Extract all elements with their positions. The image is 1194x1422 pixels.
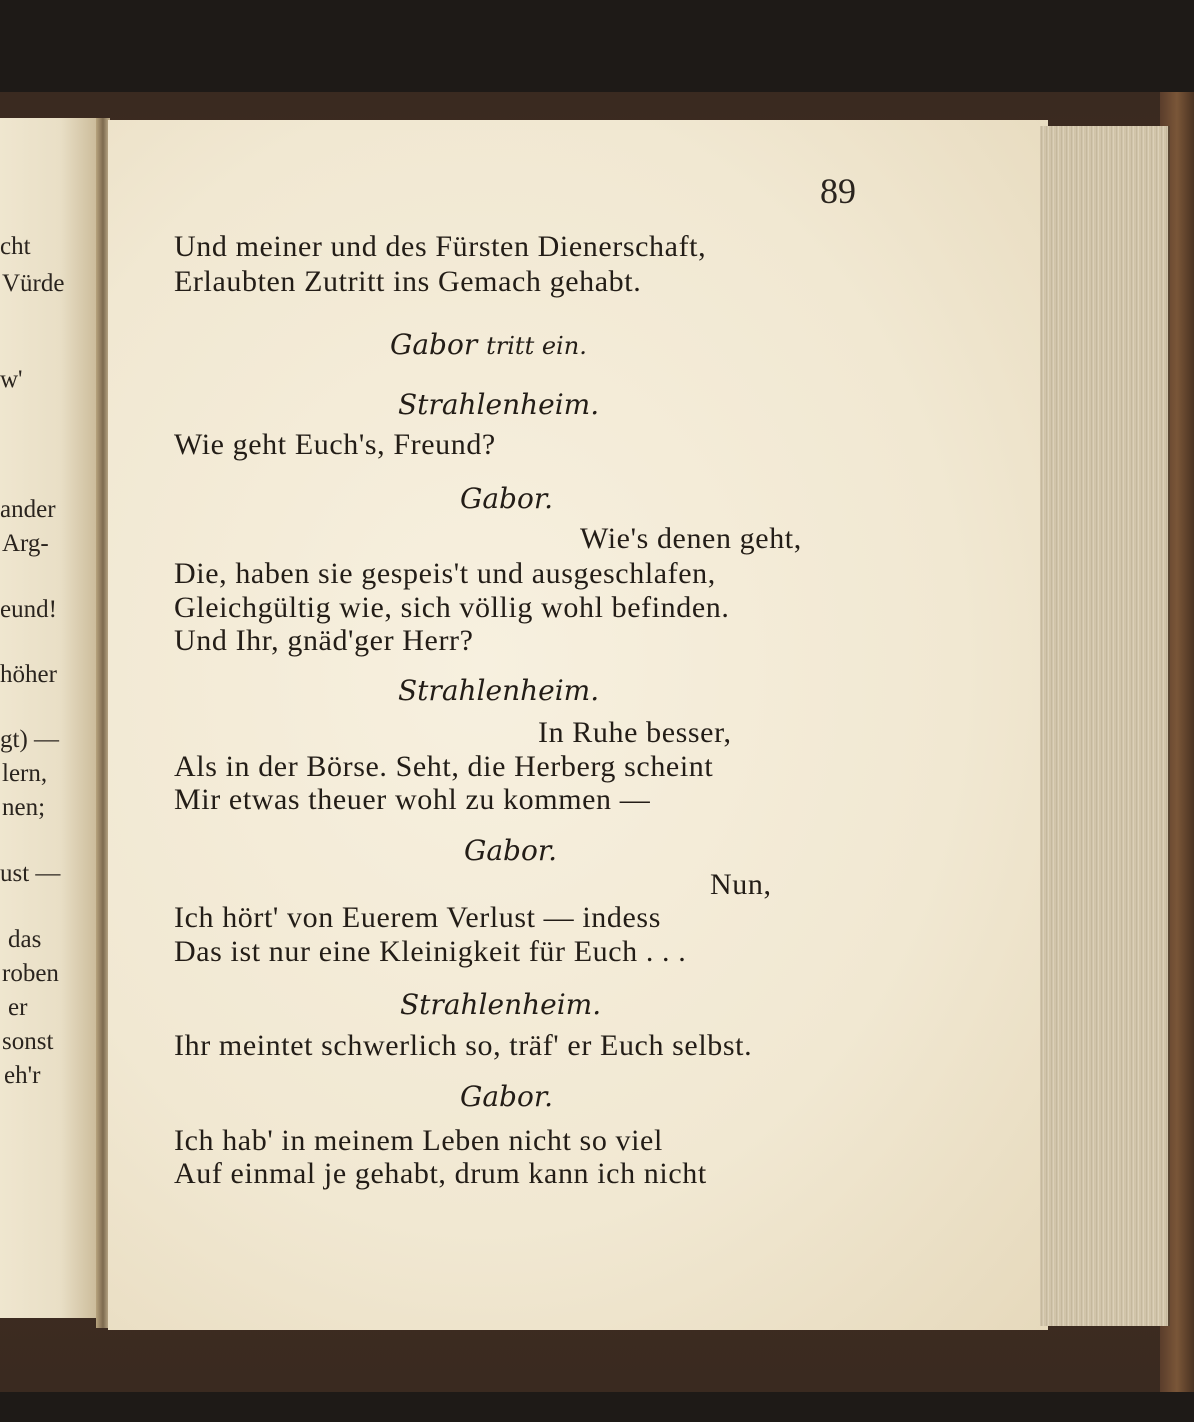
page-edges (1040, 126, 1170, 1326)
verse-line: Mir etwas theuer wohl zu kommen — (174, 783, 651, 816)
left-page-fragment: eh'r (4, 1062, 41, 1089)
verse-line: In Ruhe besser, (538, 716, 732, 749)
speaker-name: Strahlenheim. (400, 988, 602, 1021)
left-page-fragment: höher (0, 661, 57, 688)
verse-line: Gleichgültig wie, sich völlig wohl befinden. (174, 591, 730, 624)
left-page-fragment: eund! (0, 596, 57, 623)
page-number: 89 (820, 171, 856, 211)
left-page-fragment: ander (0, 496, 56, 523)
speaker-name: Strahlenheim. (398, 388, 600, 421)
left-page-fragment: er (8, 994, 28, 1021)
left-page (0, 118, 100, 1318)
left-page-fragment: w' (0, 366, 23, 393)
stage-direction (390, 328, 587, 361)
verse-line: Und Ihr, gnäd'ger Herr? (174, 624, 474, 657)
left-page-fragment: gt) — (0, 726, 60, 753)
speaker-name: Gabor. (460, 482, 554, 515)
left-page-fragment: das (8, 926, 42, 953)
left-page-fragment: ust — (0, 860, 61, 887)
left-page-fragment: sonst (2, 1028, 54, 1055)
verse-line: Ihr meintet schwerlich so, träf' er Euch selbst. (174, 1029, 753, 1062)
left-page-fragment: Arg- (2, 530, 49, 557)
left-page-fragment: lern, (2, 760, 48, 787)
stage-direction-text: tritt ein. (486, 332, 587, 360)
verse-line: Wie geht Euch's, Freund? (174, 428, 496, 461)
verse-line: Nun, (710, 868, 772, 901)
left-page-fragment: roben (2, 960, 59, 987)
verse-line: Das ist nur eine Kleinigkeit für Euch . . . (174, 935, 687, 968)
speaker-name: Gabor. (460, 1080, 554, 1113)
left-page-fragment: Vürde (2, 270, 65, 297)
verse-line: Wie's denen geht, (580, 522, 802, 555)
verse-line: Auf einmal je gehabt, drum kann ich nicht (174, 1157, 707, 1190)
verse-line: Die, haben sie gespeis't und ausgeschlafen, (174, 557, 716, 590)
speaker-name: Gabor. (464, 834, 558, 867)
verse-line: Als in der Börse. Seht, die Herberg scheint (174, 750, 714, 783)
stage-direction-name: Gabor (390, 328, 478, 361)
verse-line: Und meiner und des Fürsten Dienerschaft, (174, 230, 707, 263)
verse-line: Ich hab' in meinem Leben nicht so viel (174, 1124, 663, 1157)
verse-line: Erlaubten Zutritt ins Gemach gehabt. (174, 265, 642, 298)
verse-line: Ich hört' von Euerem Verlust — indess (174, 901, 661, 934)
left-page-fragment: cht (0, 233, 31, 260)
speaker-name: Strahlenheim. (398, 674, 600, 707)
left-page-fragment: nen; (2, 794, 46, 821)
